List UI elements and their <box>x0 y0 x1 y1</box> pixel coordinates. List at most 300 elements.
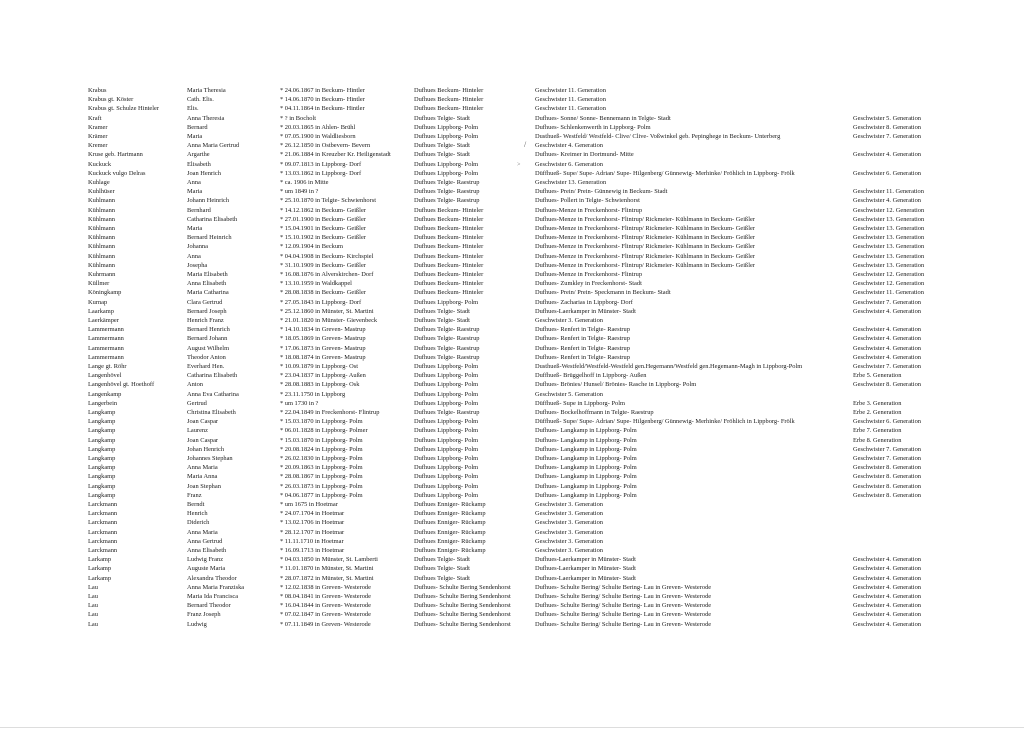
generation-cell: Geschwister 4. Generation <box>853 620 921 628</box>
relation-cell: Dufhues-Menze in Freckenhorst- Flintrup <box>535 271 643 278</box>
given-name-cell: Anna Elisabeth <box>187 547 227 554</box>
birth-cell: * 24.07.1704 in Hoetmar <box>280 510 345 518</box>
birth-cell: * 12.02.1838 in Greven- Westerode <box>280 583 371 591</box>
farm-cell: Dufhues Beckum- Hinteler <box>414 280 484 288</box>
birth-cell: * 24.06.1867 in Beckum- Hintler <box>280 87 365 94</box>
relation-cell: Dufhues-Menze in Freckenhorst- Flintrup/ Rickmeier- Kühlmann in Beckum- Geißler <box>535 261 755 269</box>
birth-cell: * 25.12.1860 in Münster, St. Martini <box>280 307 374 315</box>
birth-cell: * 17.06.1873 in Greven- Mastrup <box>280 344 366 352</box>
farm-cell: Dufhues Lippborg- Polm <box>414 455 479 462</box>
birth-cell: * 10.09.1879 in Lippborg- Ost <box>280 363 358 370</box>
birth-cell: * 28.08.1867 in Lippborg- Polm <box>280 473 363 481</box>
surname-cell: Langenhövel <box>88 372 122 380</box>
farm-cell: Dufhues- Schulte Bering Sendenhorst <box>414 602 511 610</box>
birth-cell: * 15.10.1902 in Beckum- Geißler <box>280 234 366 242</box>
birth-cell: * ca. 1906 in Mitte <box>280 179 329 186</box>
birth-cell: * um 1730 in ? <box>280 399 319 407</box>
surname-cell: Kühlmann <box>88 234 115 242</box>
register-row <box>0 555 1024 564</box>
farm-cell: Dufhues Telgte- Stadt <box>414 565 470 573</box>
register-row <box>0 178 1024 187</box>
surname-cell: Larckmann <box>88 528 118 536</box>
generation-cell: Geschwister 4. Generation <box>853 353 921 361</box>
generation-cell: Geschwister 4. Generation <box>853 197 921 205</box>
farm-cell: Dufhues- Schulte Bering Sendenhorst <box>414 611 511 619</box>
birth-cell: * 28.07.1872 in Münster, St. Martini <box>280 574 374 582</box>
farm-cell: Dufhues Lippborg- Polm <box>414 482 479 490</box>
register-row <box>0 95 1024 104</box>
stray-mark: > <box>517 162 521 168</box>
given-name-cell: Christina Elisabeth <box>187 409 236 416</box>
birth-cell: * 14.12.1862 in Beckum- Geißler <box>280 206 366 214</box>
farm-cell: Dufhues Lippborg- Polm <box>414 427 479 435</box>
surname-cell: Krabus <box>88 87 107 94</box>
register-row <box>0 242 1024 251</box>
relation-cell: Düffhueß- Supe/ Supe- Adrian/ Supe- Hilgenberg/ Günnewig- Merhinke/ Fröhlich in Lippborg- Frölk <box>535 418 795 426</box>
farm-cell: Dufhues Lippborg- Polm <box>414 298 479 306</box>
relation-cell: Dufhues-Laerkamper in Münster- Stadt <box>535 307 636 315</box>
register-row <box>0 196 1024 205</box>
surname-cell: Langkamp <box>88 482 116 490</box>
relation-cell: Geschwister 11. Generation <box>535 105 606 113</box>
relation-cell: Dufhues- Langkamp in Lippborg- Polm <box>535 482 637 490</box>
farm-cell: Dufhues Lippborg- Polm <box>414 464 479 472</box>
register-row <box>0 298 1024 307</box>
register-row <box>0 334 1024 343</box>
generation-cell: Geschwister 4. Generation <box>853 556 921 564</box>
birth-cell: * 20.09.1863 in Lippborg- Polm <box>280 464 363 472</box>
given-name-cell: Anna Maria <box>187 464 218 472</box>
given-name-cell: Johanna <box>187 243 208 251</box>
relation-cell: Geschwister 11. Generation <box>535 96 606 104</box>
register-row <box>0 583 1024 592</box>
generation-cell: Geschwister 12. Generation <box>853 206 925 214</box>
register-row <box>0 252 1024 261</box>
generation-cell: Geschwister 8. Generation <box>853 482 921 490</box>
given-name-cell: Theodor Anton <box>187 353 226 361</box>
register-row <box>0 261 1024 270</box>
farm-cell: Dufhues Telgte- Stadt <box>414 574 470 582</box>
register-row <box>0 169 1024 178</box>
surname-cell: Kuhlage <box>88 179 110 186</box>
register-row <box>0 353 1024 362</box>
generation-cell: Geschwister 4. Generation <box>853 326 921 334</box>
register-row <box>0 491 1024 500</box>
farm-cell: Dufhues Lippborg- Polm <box>414 169 479 177</box>
birth-cell: * 16.08.1876 in Alverskirchen- Dorf <box>280 271 374 278</box>
farm-cell: Dufhues Lippborg- Polm <box>414 133 479 140</box>
farm-cell: Dufhues Telgte- Raestrup <box>414 353 480 361</box>
generation-cell: Erbe 8. Generation <box>853 436 902 444</box>
given-name-cell: Ludwig Franz <box>187 556 224 564</box>
birth-cell: * 09.07.1813 in Lippborg- Dorf <box>280 160 362 168</box>
relation-cell: Dufhues- Langkamp in Lippborg- Polm <box>535 445 637 453</box>
generation-cell: Erbe 3. Generation <box>853 399 902 407</box>
relation-cell: Dufhues-Menze in Freckenhorst- Flintrup/ Rickmeier- Kühlmann in Beckum- Geißler <box>535 215 755 223</box>
register-row <box>0 528 1024 537</box>
surname-cell: Kühlmann <box>88 215 115 223</box>
birth-cell: * 23.11.1750 in Lippborg <box>280 390 346 398</box>
given-name-cell: Everhard Hen. <box>187 363 225 370</box>
generation-cell: Geschwister 4. Generation <box>853 344 921 352</box>
generation-cell: Geschwister 7. Generation <box>853 133 921 140</box>
register-row <box>0 224 1024 233</box>
birth-cell: * 07.11.1849 in Greven- Westerode <box>280 620 371 628</box>
given-name-cell: Anna Maria Franziska <box>187 583 245 591</box>
birth-cell: * 11.01.1870 in Münster, St. Martini <box>280 565 374 573</box>
birth-cell: * 07.02.1847 in Greven- Westerode <box>280 611 371 619</box>
given-name-cell: Auguste Maria <box>187 565 226 573</box>
given-name-cell: Catharina Elisabeth <box>187 372 238 380</box>
generation-cell: Geschwister 4. Generation <box>853 574 921 582</box>
given-name-cell: Bernard Johann <box>187 335 228 343</box>
surname-cell: Kuckuck vulgo Delras <box>88 169 146 177</box>
surname-cell: Larkamp <box>88 574 112 582</box>
birth-cell: * 21.06.1884 in Kreuzber Kr. Heiligenstadt <box>280 151 391 159</box>
birth-cell: * 15.03.1870 in Lippborg- Polm <box>280 418 363 426</box>
birth-cell: * 14.06.1870 in Beckum- Hintler <box>280 96 365 104</box>
farm-cell: Dufhues Beckum- Hinteler <box>414 215 484 223</box>
given-name-cell: Ludwig <box>187 620 207 628</box>
farm-cell: Dufhues Lippborg- Polm <box>414 399 479 407</box>
register-row <box>0 279 1024 288</box>
register-row <box>0 86 1024 95</box>
birth-cell: * 12.09.1904 in Beckum <box>280 243 344 251</box>
surname-cell: Lau <box>88 602 98 610</box>
surname-cell: Küllmer <box>88 280 110 288</box>
farm-cell: Dufhues Beckum- Hinteler <box>414 87 484 94</box>
relation-cell: Dufhues- Renfert in Telgte- Raestrup <box>535 335 630 343</box>
given-name-cell: Anton <box>187 381 203 389</box>
generation-cell: Erbe 2. Generation <box>853 409 902 416</box>
given-name-cell: Anna Gertrud <box>187 537 223 545</box>
relation-cell: Dufhues- Schulte Bering/ Schulte Bering- Lau in Greven- Westerode <box>535 602 712 610</box>
given-name-cell: Diderich <box>187 519 210 527</box>
generation-cell: Geschwister 8. Generation <box>853 123 921 131</box>
relation-cell: Dusthueß- Westfeld/ Westfeld- Clive/ Clive- Voßwinkel geb. Pepinghege in Beckum- Unterberg <box>535 133 781 140</box>
given-name-cell: Bernard Henrich <box>187 326 230 334</box>
farm-cell: Dufhues Lippborg- Polm <box>414 491 479 499</box>
given-name-cell: Anna <box>187 252 201 260</box>
relation-cell: Dufhues-Menze in Freckenhorst- Flintrup/ Rickmeier- Kühlmann in Beckum- Geißler <box>535 252 755 260</box>
surname-cell: Lau <box>88 611 98 619</box>
farm-cell: Dufhues Lippborg- Polm <box>414 436 479 444</box>
birth-cell: * 04.06.1877 in Lippborg- Polm <box>280 491 363 499</box>
surname-cell: Langkamp <box>88 455 116 462</box>
farm-cell: Dufhues Beckum- Hinteler <box>414 234 484 242</box>
farm-cell: Dufhues Lippborg- Polm <box>414 372 479 380</box>
farm-cell: Dufhues Telgte- Raestrup <box>414 344 480 352</box>
given-name-cell: Anna Elisabeth <box>187 280 227 288</box>
birth-cell: * 21.01.1820 in Münster- Gievenbeck <box>280 317 378 324</box>
farm-cell: Dufhues Beckum- Hinteler <box>414 252 484 260</box>
relation-cell: Duffhueß- Brüggelhoff in Lippborg- Außen <box>535 372 647 380</box>
generation-cell: Geschwister 4. Generation <box>853 151 921 159</box>
relation-cell: Dufhues- Schlenkenwerth in Lippborg- Polm <box>535 123 651 131</box>
birth-cell: * 20.08.1824 in Lippborg- Polm <box>280 445 363 453</box>
given-name-cell: Bernard Heinrich <box>187 234 232 242</box>
register-row <box>0 408 1024 417</box>
given-name-cell: Franz Joseph <box>187 611 221 619</box>
surname-cell: Larkamp <box>88 565 112 573</box>
register-row <box>0 472 1024 481</box>
relation-cell: Dufhues- Schulte Bering/ Schulte Bering- Lau in Greven- Westerode <box>535 593 712 600</box>
given-name-cell: Maria <box>187 133 203 140</box>
relation-cell: Dufhues- Langkamp in Lippborg- Polm <box>535 491 637 499</box>
surname-cell: Lau <box>88 583 98 591</box>
register-row <box>0 436 1024 445</box>
surname-cell: Langkamp <box>88 464 116 472</box>
surname-cell: Langenhövel gt. Hoethoff <box>88 381 155 389</box>
relation-cell: Dufhues- Kreimer in Dortmund- Mitte <box>535 151 634 159</box>
given-name-cell: Laurenz <box>187 427 208 435</box>
register-row <box>0 123 1024 132</box>
relation-cell: Geschwister 5. Generation <box>535 390 603 398</box>
relation-cell: Dufhues-Menze in Freckenhorst- Flintrup/ Rickmeier- Kühlmann in Beckum- Geißler <box>535 225 755 232</box>
farm-cell: Dufhues Beckum- Hinteler <box>414 243 484 251</box>
farm-cell: Dufhues- Schulte Bering Sendenhorst <box>414 593 511 600</box>
farm-cell: Dufhues Lippborg- Polm <box>414 123 479 131</box>
farm-cell: Dufhues Beckum- Hinteler <box>414 225 484 232</box>
register-row <box>0 537 1024 546</box>
surname-cell: Larckmann <box>88 547 118 554</box>
register-row <box>0 426 1024 435</box>
relation-cell: Dufhues- Langkamp in Lippborg- Polm <box>535 464 637 472</box>
register-row <box>0 371 1024 380</box>
farm-cell: Dufhues Telgte- Raestrup <box>414 409 480 416</box>
register-row <box>0 187 1024 196</box>
birth-cell: * 04.03.1850 in Münster, St. Lamberti <box>280 556 378 564</box>
surname-cell: Larckmann <box>88 537 118 545</box>
register-row <box>0 463 1024 472</box>
farm-cell: Dufhues- Schulte Bering Sendenhorst <box>414 620 511 628</box>
birth-cell: * 23.04.1837 in Lippborg- Außen <box>280 372 366 380</box>
farm-cell: Dufhues Enniger- Rückamp <box>414 510 486 518</box>
relation-cell: Dufhues- Prein/ Prein- Günnewig in Beckum- Stadt <box>535 188 668 196</box>
farm-cell: Dufhues Lippborg- Polm <box>414 381 479 389</box>
birth-cell: * 11.11.1710 in Hoetmar <box>280 537 344 545</box>
given-name-cell: Clara Gertrud <box>187 298 223 306</box>
relation-cell: Düffhueß- Supe/ Supe- Adrian/ Supe- Hilgenberg/ Günnewig- Merhinke/ Fröhlich in Lippborg- Frölk <box>535 169 795 177</box>
generation-cell: Geschwister 7. Generation <box>853 363 921 370</box>
generation-cell: Geschwister 13. Generation <box>853 215 925 223</box>
birth-cell: * 26.12.1850 in Ostbevern- Bevern <box>280 142 371 150</box>
relation-cell: Geschwister 3. Generation <box>535 519 603 527</box>
surname-cell: Laerkämper <box>88 317 119 324</box>
relation-cell: Dufhues- Renfert in Telgte- Raestrup <box>535 326 630 334</box>
farm-cell: Dufhues Telgte- Stadt <box>414 151 470 159</box>
birth-cell: * ? in Bocholt <box>280 114 317 122</box>
farm-cell: Dufhues Enniger- Rückamp <box>414 528 486 536</box>
relation-cell: Dufhues- Bockelhoffmann in Telgte- Raestrup <box>535 409 654 416</box>
relation-cell: Dufhues- Schulte Bering/ Schulte Bering- Lau in Greven- Westerode <box>535 611 712 619</box>
surname-cell: Langkamp <box>88 436 116 444</box>
farm-cell: Dufhues Telgte- Raestrup <box>414 326 480 334</box>
given-name-cell: Johann Heinrich <box>187 197 230 205</box>
generation-cell: Geschwister 7. Generation <box>853 298 921 306</box>
birth-cell: * 08.04.1841 in Greven- Westerode <box>280 593 371 600</box>
farm-cell: Dufhues Lippborg- Polm <box>414 363 479 370</box>
relation-cell: Dufhues- Renfert in Telgte- Raestrup <box>535 353 630 361</box>
birth-cell: * 28.08.1883 in Lippborg- Osk <box>280 381 360 389</box>
farm-cell: Dufhues Enniger- Rückamp <box>414 547 486 554</box>
farm-cell: Dufhues- Schulte Bering Sendenhorst <box>414 583 511 591</box>
relation-cell: Geschwister 3. Generation <box>535 501 603 508</box>
relation-cell: Dufhues- Langkamp in Lippborg- Polm <box>535 436 637 444</box>
register-row <box>0 150 1024 159</box>
birth-cell: * 04.04.1908 in Beckum- Kirchspiel <box>280 252 374 260</box>
register-row <box>0 592 1024 601</box>
birth-cell: * 25.10.1870 in Telgte- Schwienhorst <box>280 197 376 205</box>
birth-cell: * 26.03.1873 in Lippborg- Polm <box>280 482 363 490</box>
generation-cell: Geschwister 8. Generation <box>853 491 921 499</box>
relation-cell: Dufhues-Menze in Freckenhorst- Flintrup/ Rickmeier- Kühlmann in Beckum- Geißler <box>535 243 755 251</box>
birth-cell: * 04.11.1864 in Beckum- Hintler <box>280 105 365 113</box>
given-name-cell: Gertrud <box>187 399 207 407</box>
register-row <box>0 454 1024 463</box>
register-row <box>0 344 1024 353</box>
generation-cell: Geschwister 11. Generation <box>853 188 924 196</box>
relation-cell: Dufhues- Brönies/ Hunsel/ Brönies- Rasche in Lippborg- Polm <box>535 381 697 389</box>
given-name-cell: Joan Stephan <box>187 482 221 490</box>
farm-cell: Dufhues Lippborg- Polm <box>414 390 479 398</box>
birth-cell: * 15.04.1901 in Beckum- Geißler <box>280 225 366 232</box>
birth-cell: * 28.08.1838 in Beckum- Geißler <box>280 289 366 297</box>
register-row <box>0 610 1024 619</box>
register-row <box>0 482 1024 491</box>
birth-cell: * 07.05.1900 in Waldliesborn <box>280 133 356 140</box>
surname-cell: Laarkamp <box>88 307 114 315</box>
relation-cell: Dufhues- Sonne/ Sonne- Bennemann in Telgte- Stadt <box>535 114 671 122</box>
given-name-cell: Bernard Theodor <box>187 602 231 610</box>
surname-cell: Kühlmann <box>88 206 115 214</box>
birth-cell: * 13.03.1862 in Lippborg- Dorf <box>280 169 362 177</box>
surname-cell: Langenkamp <box>88 390 122 398</box>
given-name-cell: Bernhard <box>187 206 211 214</box>
birth-cell: * um 1849 in ? <box>280 188 319 196</box>
farm-cell: Dufhues Beckum- Hinteler <box>414 261 484 269</box>
surname-cell: Kuhlhüser <box>88 188 115 196</box>
relation-cell: Dufhues- Zacharias in Lippborg- Dorf <box>535 298 633 306</box>
register-row <box>0 215 1024 224</box>
given-name-cell: Anna Maria Gertrud <box>187 142 240 150</box>
birth-cell: * 06.01.1828 in Lippborg- Polmer <box>280 427 368 435</box>
given-name-cell: Johan Henrich <box>187 445 225 453</box>
register-row <box>0 574 1024 583</box>
birth-cell: * 16.09.1713 in Hoetmar <box>280 547 345 554</box>
given-name-cell: Bernard <box>187 123 208 131</box>
given-name-cell: Maria <box>187 225 203 232</box>
farm-cell: Dufhues Beckum- Hinteler <box>414 289 484 297</box>
farm-cell: Dufhues Beckum- Hinteler <box>414 105 484 113</box>
birth-cell: * 27.01.1900 in Beckum- Geißler <box>280 215 366 223</box>
register-row <box>0 307 1024 316</box>
register-row <box>0 132 1024 141</box>
relation-cell: Dufhues-Menze in Freckenhorst- Flintrup/ Rickmeier- Kühlmann in Beckum- Geißler <box>535 234 755 242</box>
generation-cell: Erbe 7. Generation <box>853 427 902 435</box>
generation-cell: Geschwister 4. Generation <box>853 583 921 591</box>
relation-cell: Dufhues- Zumkley in Freckenhorst- Stadt <box>535 280 642 288</box>
given-name-cell: Bernard Joseph <box>187 307 227 315</box>
generation-cell: Geschwister 5. Generation <box>853 114 921 122</box>
register-row <box>0 399 1024 408</box>
given-name-cell: Anna Theresia <box>187 114 225 122</box>
given-name-cell: Catharina Elisabeth <box>187 215 238 223</box>
relation-cell: Dusthueß-Westfeld/Westfeld-Westfeld gen.Hegemann/Westfeld gen.Hegemann-Magh in Lippborg-Polm <box>535 363 803 370</box>
farm-cell: Dufhues Telgte- Raestrup <box>414 179 480 186</box>
surname-cell: Krabus gt. Köster <box>88 96 134 104</box>
given-name-cell: Joan Caspar <box>187 436 219 444</box>
generation-cell: Geschwister 8. Generation <box>853 473 921 481</box>
surname-cell: Kremer <box>88 142 108 150</box>
farm-cell: Dufhues Enniger- Rückamp <box>414 519 486 527</box>
birth-cell: * um 1675 in Hoetmar <box>280 501 338 508</box>
relation-cell: Dufhues-Laerkamper in Münster- Stadt <box>535 574 636 582</box>
birth-cell: * 16.04.1844 in Greven- Westerode <box>280 602 371 610</box>
surname-cell: Kühlmann <box>88 252 115 260</box>
register-row <box>0 620 1024 629</box>
given-name-cell: Maria Catharina <box>187 289 229 297</box>
birth-cell: * 27.05.1843 in Lippborg- Dorf <box>280 298 362 306</box>
given-name-cell: Anna <box>187 179 201 186</box>
given-name-cell: Maria Elisabeth <box>187 271 228 278</box>
generation-cell: Geschwister 4. Generation <box>853 611 921 619</box>
generation-cell: Geschwister 13. Generation <box>853 234 925 242</box>
generation-cell: Geschwister 11. Generation <box>853 289 924 297</box>
surname-cell: Kramer <box>88 123 108 131</box>
relation-cell: Dufhues- Renfert in Telgte- Raestrup <box>535 344 630 352</box>
given-name-cell: Alexandra Theodor <box>187 574 237 582</box>
birth-cell: * 15.03.1870 in Lippborg- Polm <box>280 436 363 444</box>
given-name-cell: Maria Anna <box>187 473 218 481</box>
generation-cell: Geschwister 4. Generation <box>853 307 921 315</box>
farm-cell: Dufhues Enniger- Rückamp <box>414 537 486 545</box>
relation-cell: Geschwister 3. Generation <box>535 317 603 324</box>
given-name-cell: Cath. Elis. <box>187 96 214 104</box>
relation-cell: Dufhues- Pollert in Telgte- Schwienhorst <box>535 197 640 205</box>
surname-cell: Kraft <box>88 114 102 122</box>
given-name-cell: August Wilhelm <box>187 344 230 352</box>
register-row <box>0 500 1024 509</box>
surname-cell: Lammermann <box>88 326 124 334</box>
surname-cell: Langkamp <box>88 445 116 453</box>
generation-cell: Geschwister 8. Generation <box>853 464 921 472</box>
given-name-cell: Joan Henrich <box>187 169 221 177</box>
given-name-cell: Maria Theresia <box>187 87 226 94</box>
farm-cell: Dufhues Telgte- Raestrup <box>414 335 480 343</box>
surname-cell: Kühlmann <box>88 225 115 232</box>
farm-cell: Dufhues Lippborg- Polm <box>414 160 479 168</box>
relation-cell: Geschwister 3. Generation <box>535 510 603 518</box>
relation-cell: Dufhues- Schulte Bering/ Schulte Bering- Lau in Greven- Westerode <box>535 620 712 628</box>
generation-cell: Geschwister 12. Generation <box>853 271 925 278</box>
surname-cell: Lau <box>88 593 98 600</box>
surname-cell: Larckmann <box>88 519 118 527</box>
register-row <box>0 104 1024 113</box>
surname-cell: Langkamp <box>88 427 116 435</box>
farm-cell: Dufhues Beckum- Hinteler <box>414 271 484 278</box>
birth-cell: * 14.10.1834 in Greven- Mastrup <box>280 326 366 334</box>
surname-cell: Kühlmann <box>88 243 115 251</box>
register-row <box>0 206 1024 215</box>
register-row <box>0 509 1024 518</box>
relation-cell: Geschwister 3. Generation <box>535 547 603 554</box>
birth-cell: * 22.04.1849 in Freckenhorst- Flintrup <box>280 409 380 416</box>
birth-cell: * 13.02.1706 in Hoetmar <box>280 519 345 527</box>
relation-cell: Geschwister 4. Generation <box>535 142 603 150</box>
relation-cell: Dufhues- Schulte Bering/ Schulte Bering- Lau in Greven- Westerode <box>535 583 712 591</box>
surname-cell: Lammermann <box>88 344 124 352</box>
